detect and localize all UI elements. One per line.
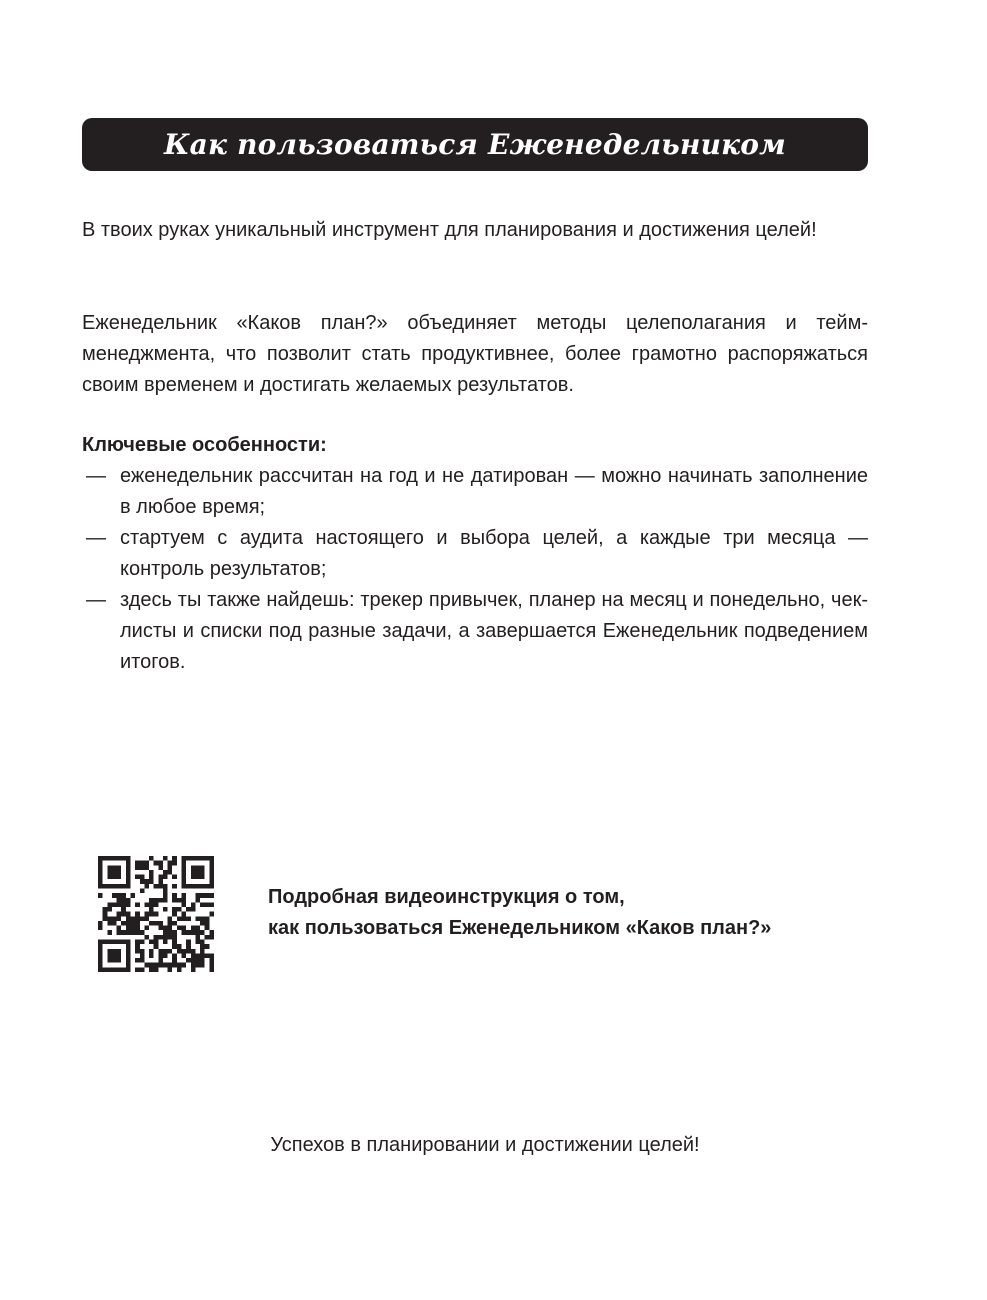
- list-item: [82, 585, 868, 678]
- list-item: [82, 523, 868, 585]
- closing-text: Успехов в планировании и достижении целей!: [270, 1134, 700, 1156]
- list-item: [82, 461, 868, 523]
- video-caption-line-1: Подробная видеоинструкция о том,: [268, 886, 625, 908]
- feature-text: здесь ты также найдешь: трекер привычек, планер на месяц и понедельно, чек-листы и списки под разные задачи, а завершается Еженедельник подведением итогов.: [120, 589, 868, 673]
- bullet-dash: —: [86, 527, 106, 549]
- video-caption-line-2: как пользоваться Еженедельником «Каков план?»: [268, 917, 772, 939]
- qr-code-icon[interactable]: [98, 856, 214, 972]
- features-list: [82, 461, 868, 678]
- intro-paragraph: В твоих руках уникальный инструмент для планирования и достижения целей!: [82, 219, 817, 241]
- bullet-dash: —: [86, 589, 106, 611]
- feature-text: еженедельник рассчитан на год и не датирован — можно начинать заполнение в любое время;: [120, 465, 868, 518]
- title-bar: [82, 118, 868, 171]
- video-instruction-caption: [268, 882, 771, 944]
- description-paragraph: Еженедельник «Каков план?» объединяет методы целеполагания и тейм-менеджмента, что позволит стать продуктивнее, более грамотно распоряжаться своим временем и достигать желаемых результатов.: [82, 312, 868, 396]
- page-title: Как пользоваться Еженедельником: [164, 128, 786, 161]
- bullet-dash: —: [86, 465, 106, 487]
- feature-text: стартуем с аудита настоящего и выбора целей, а каждые три месяца — контроль результатов;: [120, 527, 868, 580]
- features-heading: Ключевые особенности:: [82, 434, 327, 456]
